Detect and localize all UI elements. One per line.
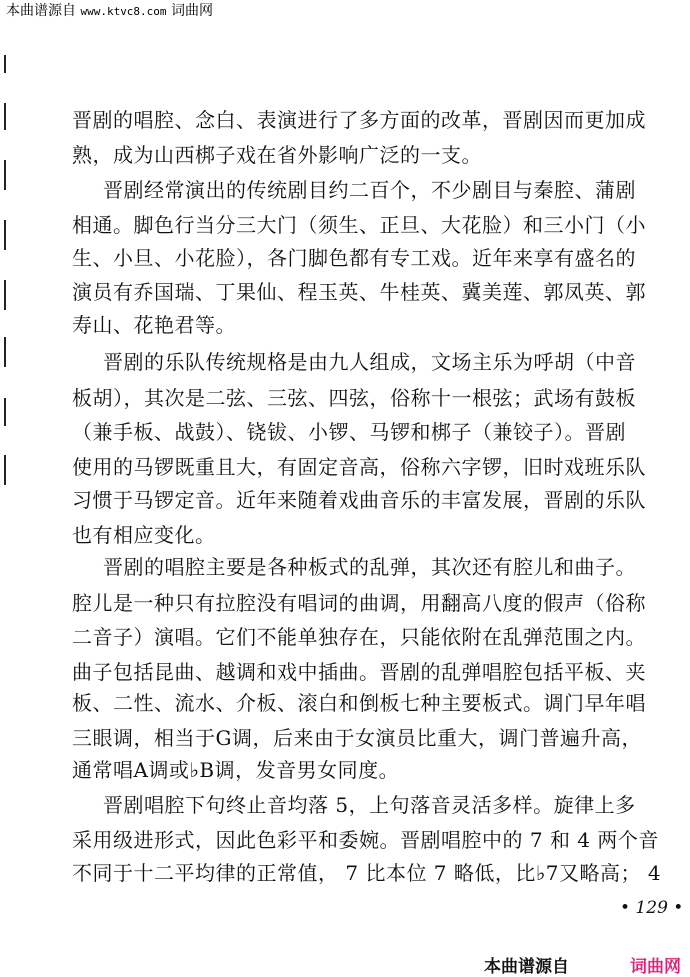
watermark-header bbox=[6, 0, 213, 20]
page-number: • 129 • bbox=[620, 898, 684, 918]
text-line: 三眼调，相当于G调，后来由于女演员比重大，调门普遍升高， bbox=[72, 726, 642, 750]
scan-edge-mark bbox=[4, 220, 6, 250]
text-line: 二音子）演唱。它们不能单独存在，只能依附在乱弹范围之内。 bbox=[72, 625, 646, 649]
text-line: 习惯于马锣定音。近年来随着戏曲音乐的丰富发展，晋剧的乐队 bbox=[72, 488, 646, 512]
scan-edge-mark bbox=[4, 55, 6, 73]
scan-edge-mark bbox=[4, 103, 6, 130]
text-line: 晋剧经常演出的传统剧目约二百个，不少剧目与秦腔、蒲剧 bbox=[103, 178, 636, 202]
watermark-source: 本曲谱源自 bbox=[6, 3, 76, 19]
text-line: 板胡），其次是二弦、三弦、四弦，俗称十一根弦；武场有鼓板 bbox=[72, 386, 636, 410]
text-line: 通常唱A调或♭B调，发音男女同度。 bbox=[72, 758, 400, 782]
text-line: 也有相应变化。 bbox=[72, 523, 216, 547]
text-line: 腔儿是一种只有拉腔没有唱词的曲调，用翻高八度的假声（俗称 bbox=[72, 591, 646, 615]
text-line: 不同于十二平均律的正常值， 7 比本位 7 略低，比♭7又略高； 4 bbox=[72, 861, 662, 885]
scan-edge-mark bbox=[4, 455, 6, 485]
text-line: 生、小旦、小花脸），各门脚色都有专工戏。近年来享有盛名的 bbox=[72, 246, 636, 270]
footer-site-logo: 词曲网 bbox=[630, 957, 681, 977]
scan-edge-mark bbox=[4, 160, 6, 190]
text-line: 晋剧唱腔下句终止音均落 5，上句落音灵活多样。旋律上多 bbox=[103, 793, 636, 817]
text-line: 晋剧的乐队传统规格是由九人组成，文场主乐为呼胡（中音 bbox=[103, 350, 636, 374]
scan-edge-mark bbox=[4, 337, 6, 367]
text-line: 采用级进形式，因此色彩平和委婉。晋剧唱腔中的 7 和 4 两个音 bbox=[72, 828, 659, 852]
text-line: 曲子包括昆曲、越调和戏中插曲。晋剧的乱弹唱腔包括平板、夹 bbox=[72, 660, 646, 684]
footer-source: 本曲谱源自 bbox=[484, 957, 569, 977]
text-line: 寿山、花艳君等。 bbox=[72, 313, 236, 337]
scan-edge-mark bbox=[4, 280, 6, 310]
text-line: 晋剧的唱腔、念白、表演进行了多方面的改革，晋剧因而更加成 bbox=[72, 108, 646, 132]
text-line: 演员有乔国瑞、丁果仙、程玉英、牛桂英、冀美莲、郭凤英、郭 bbox=[72, 280, 646, 304]
scan-edge-mark bbox=[4, 398, 6, 426]
text-line: 使用的马锣既重且大，有固定音高，俗称六字锣，旧时戏班乐队 bbox=[72, 455, 646, 479]
text-line: 板、二性、流水、介板、滚白和倒板七种主要板式。调门早年唱 bbox=[72, 691, 646, 715]
watermark-url: www.ktvc8.com bbox=[80, 5, 167, 18]
text-line: 晋剧的唱腔主要是各种板式的乱弹，其次还有腔儿和曲子。 bbox=[103, 555, 636, 579]
text-line: 相通。脚色行当分三大门（须生、正旦、大花脸）和三小门（小 bbox=[72, 213, 646, 237]
text-line: 熟，成为山西梆子戏在省外影响广泛的一支。 bbox=[72, 143, 482, 167]
text-line: （兼手板、战鼓）、铙钹、小锣、马锣和梆子（兼铰子）。晋剧 bbox=[72, 420, 626, 444]
watermark-site: 词曲网 bbox=[171, 3, 213, 19]
